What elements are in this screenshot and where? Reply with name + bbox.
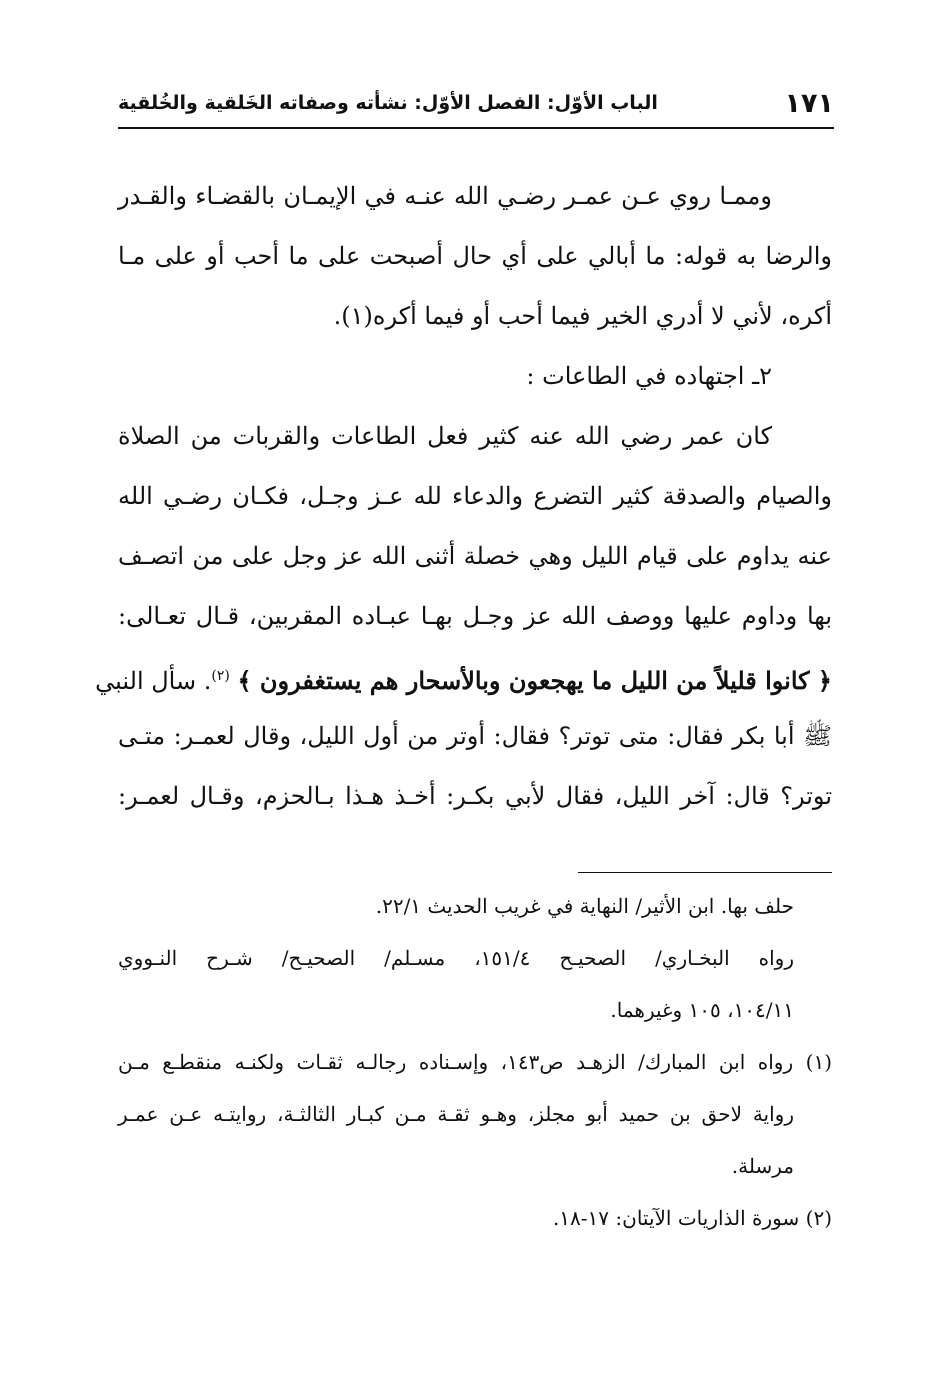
text-continuation: . سأل النبي <box>95 667 212 695</box>
footnote-separator <box>578 872 832 873</box>
text-line: وممـا روي عـن عمـر رضـي الله عنـه في الإيمـان بالقضـاء والقـدر <box>118 182 772 210</box>
text-line: عنه يداوم على قيام الليل وهي خصلة أثنى الله عز وجل على من اتصـف <box>118 542 832 570</box>
text-line: بها وداوم عليها ووصف الله عز وجـل بهـا عبـاده المقربين، قـال تعـالى: <box>118 602 832 630</box>
quran-verse: ﴿ كانوا قليلاً من الليل ما يهجعون وبالأسحار هم يستغفرون ﴾ <box>237 666 832 695</box>
text-line: كان عمر رضي الله عنه كثير فعل الطاعات والقربات من الصلاة <box>118 422 772 450</box>
section-heading: ٢ـ اجتهاده في الطاعات : <box>526 362 772 390</box>
footnote-line: ١٠٤/١١، ١٠٥ وغيرهما. <box>610 998 794 1022</box>
quran-line <box>95 646 832 706</box>
footnote-line: حلف بها. ابن الأثير/ النهاية في غريب الحديث ٢٢/١. <box>375 894 794 918</box>
footnotes <box>118 880 832 1244</box>
main-text <box>95 166 832 826</box>
text-line: توتر؟ قال: آخر الليل، فقال لأبي بكـر: أخـذ هـذا بـالحزم، وقـال لعمـر: <box>118 782 832 810</box>
footnote-line: (٢) سورة الذاريات الآيتان: ١٧-١٨. <box>552 1206 832 1230</box>
footnote-line: (١) رواه ابن المبارك/ الزهـد ص١٤٣، وإسـناده رجالـه ثقـات ولكنـه منقطـع مـن <box>118 1050 833 1074</box>
text-line: والرضا به قوله: ما أبالي على أي حال أصبحت على ما أحب أو على مـا <box>118 242 832 270</box>
footnote-line: رواه البخـاري/ الصحيـح ١٥١/٤، مسـلم/ الصحيـح/ شـرح النـووي <box>118 946 794 970</box>
running-title: الباب الأوّل: الفصل الأوّل: نشأته وصفاته الخَلقية والخُلقية <box>118 92 658 114</box>
footnote-ref: (٢) <box>211 668 230 684</box>
header-rule <box>118 127 834 129</box>
text-line: ﷺ أبا بكر فقال: متى توتر؟ فقال: أوتر من أول الليل، وقال لعمـر: متـى <box>118 722 832 750</box>
footnote-line: مرسلة. <box>731 1154 794 1178</box>
footnote-line: رواية لاحق بن حميد أبو مجلز، وهـو ثقـة مـن كبـار الثالثـة، روايتـه عـن عمـر <box>118 1102 794 1126</box>
text-line: والصيام والصدقة كثير التضرع والدعاء لله عـز وجـل، فكـان رضـي الله <box>118 482 832 510</box>
page-number: ١٧١ <box>784 88 834 119</box>
page-header <box>118 88 834 122</box>
text-line: أكره، لأني لا أدري الخير فيما أحب أو فيما أكره(١). <box>333 302 832 330</box>
